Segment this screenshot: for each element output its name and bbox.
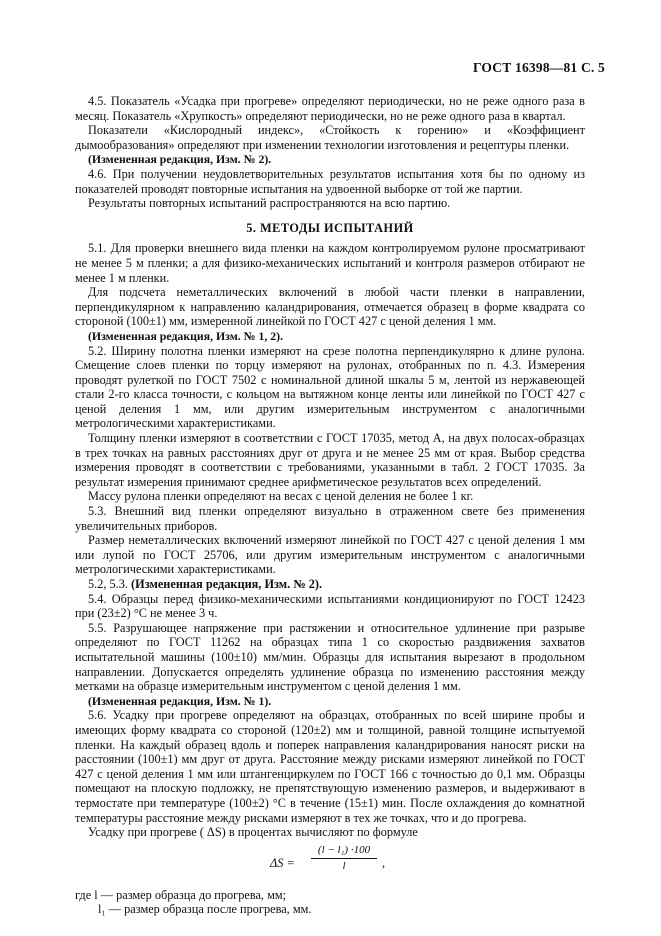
paragraph-5-2-a: 5.2. Ширину полотна пленки измеряют на срезе полотна перпендикулярно к длине рулона. Смещение слоев пленки по торцу измеряют на рулонах, отобранных по п. 4.3. Измерения проводят рулеткой по ГОСТ 7502 с номинальной длиной шкалы 5 м, лентой из нержавеющей стали 2-го класса точности, с кольцом на вытяжном конце ленты или линейкой по ГОСТ 427 с ценой деления 1 мм, или другим измерительным инструментом с аналогичными метрологическими характеристиками. [75,343,585,431]
paragraph-4-5-b: Показатели «Кислородный индекс», «Стойкость к горению» и «Коэффициент дымообразования» определяют при изменении технологии изготовления и рецептуры пленки. [75,123,585,152]
paragraph-5-3-b: Размер неметаллических включений измеряют линейкой по ГОСТ 427 с ценой деления 1 мм или лупой по ГОСТ 25706, или другим измерительным инструментом с аналогичными метрологическими характеристиками. [75,533,585,577]
formula-intro: Усадку при прогреве ( ΔS) в процентах вычисляют по формуле [88,825,418,840]
paragraph-4-5-a: 4.5. Показатель «Усадка при прогреве» определяют периодически, но не реже одного раза в месяц. Показатель «Хрупкость» определяют периодически, но не реже одного раза в квартал. [75,94,585,123]
section-title: 5. МЕТОДЫ ИСПЫТАНИЙ [246,220,414,235]
where-line-1: где l — размер образца до прогрева, мм; [75,887,287,902]
paragraph-4-6-b: Результаты повторных испытаний распространяются на всю партию. [88,196,451,211]
edition-note: (Измененная редакция, Изм. № 2). [88,152,272,167]
paragraph-4-6-a: 4.6. При получении неудовлетворительных результатов испытания хотя бы по одному из показателей проводят повторные испытания на удвоенной выборке от той же партии. [75,166,585,196]
where-line-2: l₁ — размер образца после прогрева, мм. [98,902,312,917]
formula-trail: , [382,855,386,870]
paragraph-5-2-c: Массу рулона пленки определяют на весах с ценой деления не более 1 кг. [88,489,474,504]
shrinkage-formula [75,844,585,884]
formula-fraction [311,844,377,873]
edition-note: (Измененная редакция, Изм. № 1). [88,693,272,708]
paragraph-5-4: 5.4. Образцы перед физико-механическими испытаниями кондиционируют по ГОСТ 12423 при (23±2) °С не менее 3 ч. [75,591,585,621]
edition-note: (Измененная редакция, Изм. № 2). [131,577,323,591]
formula-numerator: (l − l₁) ·100 [311,844,377,859]
paragraph-5-6: 5.6. Усадку при прогреве определяют на образцах, отобранных по всей ширине пробы и имеющих форму квадрата со стороной (120±2) мм и толщиной, равной толщине испытуемой пленки. На каждый образец вдоль и поперек направления каландрирования наносят риски на расстоянии (100±1) мм друг от друга. Расстояние между рисками измеряют линейкой по ГОСТ 427 с ценой деления 1 мм или штангенциркулем по ГОСТ 166 с точностью до 0,1 мм. Образцы помещают на плоскую подложку, не препятствующую изменению размеров, и выдерживают в термостате при температуре (100±2) °С в течение (15±1) мин. После охлаждения до комнатной температуры расстояние между рисками измеряют в тех же точках, что и до прогрева. [75,708,585,825]
paragraph-5-5: 5.5. Разрушающее напряжение при растяжении и относительное удлинение при разрыве определяют по ГОСТ 11262 на образцах типа 1 со скоростью раздвижения захватов испытательной машины (100±10) мм/мин. Образцы для испытания вырезают в продольном направлении. Допускается определять удлинение образца по изменению расстояния между метками на образце измерительным инструментом с ценой деления 1 мм. [75,620,585,694]
edition-note-prefix: 5.2, 5.3. [88,577,128,591]
paragraph-5-2-b: Толщину пленки измеряют в соответствии с ГОСТ 17035, метод А, на двух полосах-образцах в трех точках на равных расстояниях друг от друга и не менее 25 мм от края. Выбор средства измерения проводят в соответствии с требованиями, указанными в табл. 2 ГОСТ 17035. За результат измерения принимают среднее арифметическое результатов всех определений. [75,431,585,489]
paragraph-5-1-a: 5.1. Для проверки внешнего вида пленки на каждом контролируемом рулоне просматривают не менее 5 м пленки; а для физико-механических испытаний и контроля размеров отбирают не менее 1 м пленки. [75,241,585,285]
paragraph-5-3-a: 5.3. Внешний вид пленки определяют визуально в отраженном свете без применения увеличительных приборов. [75,504,585,533]
edition-note: (Измененная редакция, Изм. № 1, 2). [88,328,284,343]
formula-denominator: l [342,859,346,872]
edition-note-5-2-5-3 [75,577,585,592]
paragraph-5-1-b: Для подсчета неметаллических включений в любой части пленки в направлении, перпендикулярном к направлению каландрирования, отмечается образец в форме квадрата со стороной (100±1) мм, измеренной линейкой по ГОСТ 427 с ценой деления 1 мм. [75,285,585,329]
page-content [75,94,585,917]
page-header: ГОСТ 16398—81 С. 5 [472,60,605,75]
formula-lhs: ΔS = [270,855,295,870]
